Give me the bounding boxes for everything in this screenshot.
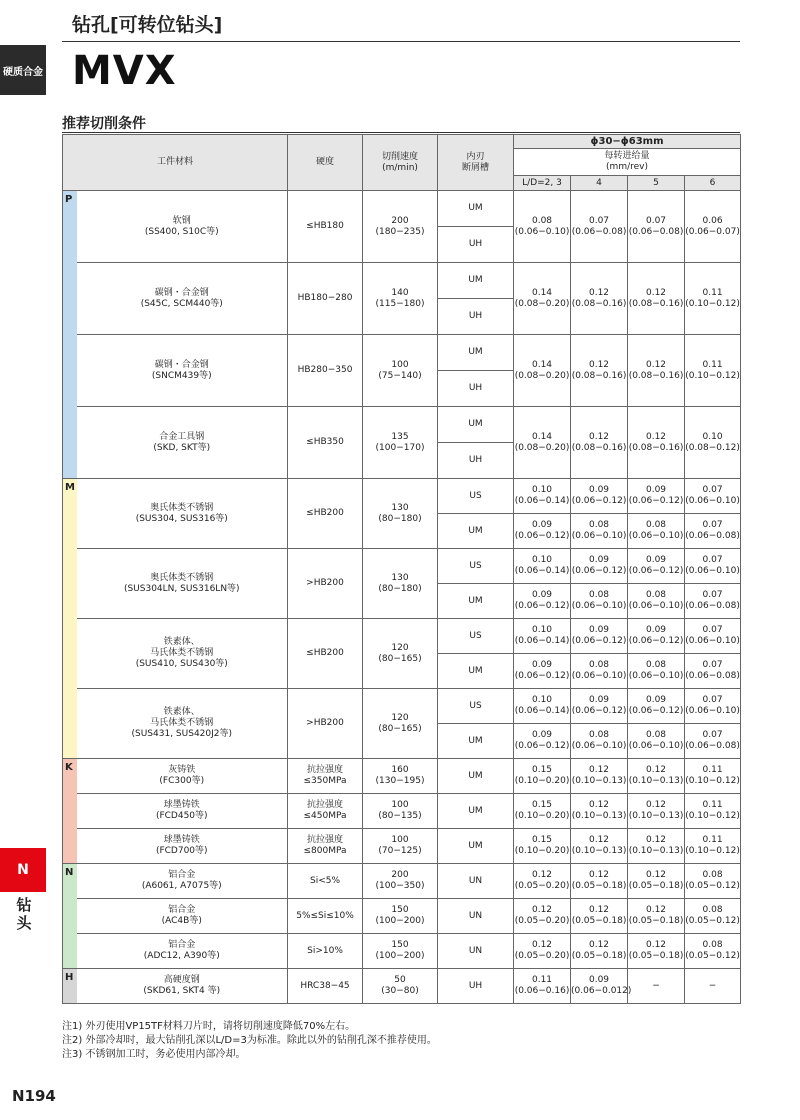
side-tab-carbide: 硬质合金 — [0, 45, 46, 95]
side-tab-n: N — [0, 848, 46, 892]
chip-breaker-cell: UH — [438, 969, 514, 1004]
chip-breaker-cell: UM — [438, 584, 514, 619]
chip-breaker-cell: UH — [438, 227, 514, 263]
feed-cell: 0.09 (0.06−0.12) — [628, 619, 685, 654]
cutting-speed-cell: 160 (130−195) — [363, 759, 438, 794]
material-cell: 奥氏体类不锈钢 (SUS304LN, SUS316LN等) — [77, 549, 288, 619]
feed-cell: 0.12 (0.05−0.18) — [571, 899, 628, 934]
material-cell: 碳钢・合金钢 (S45C, SCM440等) — [77, 263, 288, 335]
material-cell: 高硬度钢 (SKD61, SKT4 等) — [77, 969, 288, 1004]
cutting-speed-cell: 130 (80−180) — [363, 549, 438, 619]
cutting-speed-cell: 200 (180−235) — [363, 191, 438, 263]
feed-cell: 0.10 (0.06−0.14) — [514, 479, 571, 514]
chip-breaker-cell: UM — [438, 654, 514, 689]
feed-cell: 0.12 (0.10−0.13) — [628, 794, 685, 829]
hardness-cell: 抗拉强度 ≤350MPa — [288, 759, 363, 794]
feed-cell: 0.12 (0.05−0.20) — [514, 934, 571, 969]
feed-cell: 0.12 (0.05−0.20) — [514, 899, 571, 934]
table-row — [63, 899, 741, 934]
chip-breaker-cell: UM — [438, 794, 514, 829]
material-cell: 铁素体、 马氏体类不锈钢 (SUS410, SUS430等) — [77, 619, 288, 689]
feed-cell: 0.12 (0.08−0.16) — [571, 335, 628, 407]
hardness-cell: ≤HB200 — [288, 479, 363, 549]
feed-cell: 0.08 (0.06−0.10) — [571, 584, 628, 619]
chip-breaker-cell: UM — [438, 263, 514, 299]
feed-cell: 0.12 (0.05−0.18) — [571, 864, 628, 899]
cutting-speed-cell: 120 (80−165) — [363, 619, 438, 689]
feed-cell: 0.11 (0.10−0.12) — [685, 335, 741, 407]
feed-cell: 0.15 (0.10−0.20) — [514, 794, 571, 829]
feed-cell: 0.11 (0.10−0.12) — [685, 759, 741, 794]
cutting-speed-cell: 150 (100−200) — [363, 934, 438, 969]
feed-cell: − — [685, 969, 741, 1004]
cutting-speed-cell: 150 (100−200) — [363, 899, 438, 934]
feed-cell: 0.12 (0.10−0.13) — [628, 829, 685, 864]
feed-cell: 0.10 (0.08−0.12) — [685, 407, 741, 479]
feed-cell: 0.08 (0.06−0.10) — [571, 514, 628, 549]
header-cutting-speed: 切削速度 (m/min) — [363, 135, 438, 191]
material-group-letter: M — [63, 479, 77, 759]
hardness-cell: 抗拉强度 ≤450MPa — [288, 794, 363, 829]
header-divider — [62, 41, 740, 42]
feed-cell: 0.09 (0.06−0.12) — [514, 514, 571, 549]
chip-breaker-cell: UM — [438, 514, 514, 549]
feed-cell: 0.11 (0.10−0.12) — [685, 794, 741, 829]
feed-cell: 0.12 (0.05−0.18) — [628, 899, 685, 934]
chip-breaker-cell: UN — [438, 934, 514, 969]
feed-cell: 0.12 (0.05−0.20) — [514, 864, 571, 899]
feed-cell: 0.08 (0.06−0.10) — [514, 191, 571, 263]
hardness-cell: ≤HB350 — [288, 407, 363, 479]
feed-cell: 0.14 (0.08−0.20) — [514, 335, 571, 407]
feed-cell: − — [628, 969, 685, 1004]
chip-breaker-cell: UH — [438, 371, 514, 407]
page-number: N194 — [12, 1087, 56, 1105]
table-row — [63, 689, 741, 724]
hardness-cell: >HB200 — [288, 689, 363, 759]
feed-cell: 0.12 (0.10−0.13) — [571, 794, 628, 829]
feed-cell: 0.10 (0.06−0.14) — [514, 689, 571, 724]
chip-breaker-cell: US — [438, 479, 514, 514]
cutting-speed-cell: 120 (80−165) — [363, 689, 438, 759]
hardness-cell: HB280−350 — [288, 335, 363, 407]
feed-cell: 0.09 (0.06−0.12) — [571, 479, 628, 514]
chip-breaker-cell: US — [438, 549, 514, 584]
chip-breaker-cell: UM — [438, 407, 514, 443]
table-row — [63, 934, 741, 969]
feed-cell: 0.12 (0.05−0.18) — [571, 934, 628, 969]
table-row — [63, 191, 741, 227]
feed-cell: 0.09 (0.06−0.12) — [571, 689, 628, 724]
section-title: 推荐切削条件 — [62, 116, 146, 132]
feed-cell: 0.08 (0.06−0.10) — [628, 654, 685, 689]
material-cell: 合金工具钢 (SKD, SKT等) — [77, 407, 288, 479]
table-row — [63, 829, 741, 864]
hardness-cell: Si>10% — [288, 934, 363, 969]
feed-cell: 0.12 (0.10−0.13) — [571, 829, 628, 864]
hardness-cell: HB180−280 — [288, 263, 363, 335]
table-row — [63, 619, 741, 654]
feed-cell: 0.09 (0.06−0.12) — [571, 549, 628, 584]
cutting-speed-cell: 200 (100−350) — [363, 864, 438, 899]
table-row — [63, 549, 741, 584]
footnote-2: 注2) 外部冷却时，最大钻削孔深以L/D=3为标准。除此以外的钻削孔深不推荐使用。 — [62, 1035, 437, 1046]
feed-cell: 0.07 (0.06−0.08) — [571, 191, 628, 263]
header-ld-0: L/D=2, 3 — [514, 176, 571, 191]
footnotes — [62, 1020, 437, 1062]
footnote-3: 注3) 不锈钢加工时，务必使用内部冷却。 — [62, 1049, 246, 1060]
feed-cell: 0.07 (0.06−0.10) — [685, 689, 741, 724]
feed-cell: 0.14 (0.08−0.20) — [514, 407, 571, 479]
table-row — [63, 794, 741, 829]
feed-cell: 0.07 (0.06−0.10) — [685, 549, 741, 584]
material-cell: 球墨铸铁 (FCD700等) — [77, 829, 288, 864]
header-chip-breaker: 内刃 断屑槽 — [438, 135, 514, 191]
chip-breaker-cell: UN — [438, 899, 514, 934]
material-cell: 奥氏体类不锈钢 (SUS304, SUS316等) — [77, 479, 288, 549]
material-cell: 球墨铸铁 (FCD450等) — [77, 794, 288, 829]
feed-cell: 0.11 (0.10−0.12) — [685, 829, 741, 864]
chip-breaker-cell: UM — [438, 191, 514, 227]
table-row — [63, 969, 741, 1004]
feed-cell: 0.08 (0.05−0.12) — [685, 864, 741, 899]
feed-cell: 0.12 (0.05−0.18) — [628, 934, 685, 969]
feed-cell: 0.08 (0.05−0.12) — [685, 899, 741, 934]
feed-cell: 0.08 (0.06−0.10) — [571, 654, 628, 689]
cutting-speed-cell: 135 (100−170) — [363, 407, 438, 479]
feed-cell: 0.07 (0.06−0.08) — [685, 584, 741, 619]
cutting-speed-cell: 130 (80−180) — [363, 479, 438, 549]
feed-cell: 0.08 (0.06−0.10) — [571, 724, 628, 759]
hardness-cell: HRC38−45 — [288, 969, 363, 1004]
header-material: 工件材料 — [63, 135, 288, 191]
chip-breaker-cell: UM — [438, 724, 514, 759]
header-ld-1: 4 — [571, 176, 628, 191]
feed-cell: 0.09 (0.06−0.12) — [628, 689, 685, 724]
feed-cell: 0.15 (0.10−0.20) — [514, 759, 571, 794]
chip-breaker-cell: UM — [438, 829, 514, 864]
feed-cell: 0.07 (0.06−0.08) — [685, 514, 741, 549]
material-group-letter: P — [63, 191, 77, 479]
feed-cell: 0.09 (0.06−0.012) — [571, 969, 628, 1004]
feed-cell: 0.08 (0.05−0.12) — [685, 934, 741, 969]
header-title: 钻孔[可转位钻头] — [72, 14, 223, 36]
feed-cell: 0.08 (0.06−0.10) — [628, 584, 685, 619]
material-cell: 软钢 (SS400, S10C等) — [77, 191, 288, 263]
feed-cell: 0.08 (0.06−0.10) — [628, 514, 685, 549]
feed-cell: 0.09 (0.06−0.12) — [514, 654, 571, 689]
hardness-cell: ≤HB200 — [288, 619, 363, 689]
chip-breaker-cell: UM — [438, 759, 514, 794]
feed-cell: 0.09 (0.06−0.12) — [571, 619, 628, 654]
feed-cell: 0.12 (0.05−0.18) — [628, 864, 685, 899]
material-cell: 铝合金 (ADC12, A390等) — [77, 934, 288, 969]
model-name: MVX — [72, 48, 177, 94]
material-cell: 碳钢・合金钢 (SNCM439等) — [77, 335, 288, 407]
material-cell: 铝合金 (A6061, A7075等) — [77, 864, 288, 899]
chip-breaker-cell: US — [438, 689, 514, 724]
feed-cell: 0.07 (0.06−0.08) — [685, 724, 741, 759]
table-row — [63, 864, 741, 899]
feed-cell: 0.12 (0.10−0.13) — [628, 759, 685, 794]
material-group-letter: N — [63, 864, 77, 969]
feed-cell: 0.12 (0.08−0.16) — [628, 263, 685, 335]
feed-cell: 0.12 (0.08−0.16) — [628, 407, 685, 479]
feed-cell: 0.11 (0.10−0.12) — [685, 263, 741, 335]
hardness-cell: 抗拉强度 ≤800MPa — [288, 829, 363, 864]
header-diameter-range: ϕ30−ϕ63mm — [514, 135, 741, 149]
feed-cell: 0.07 (0.06−0.08) — [628, 191, 685, 263]
material-cell: 灰铸铁 (FC300等) — [77, 759, 288, 794]
feed-cell: 0.09 (0.06−0.12) — [514, 584, 571, 619]
feed-cell: 0.06 (0.06−0.07) — [685, 191, 741, 263]
feed-cell: 0.07 (0.06−0.08) — [685, 654, 741, 689]
table-row — [63, 479, 741, 514]
table-row — [63, 335, 741, 371]
hardness-cell: ≤HB180 — [288, 191, 363, 263]
chip-breaker-cell: UN — [438, 864, 514, 899]
feed-cell: 0.11 (0.06−0.16) — [514, 969, 571, 1004]
feed-cell: 0.07 (0.06−0.10) — [685, 619, 741, 654]
cutting-conditions-table — [62, 134, 741, 1004]
cutting-speed-cell: 100 (75−140) — [363, 335, 438, 407]
material-cell: 铝合金 (AC4B等) — [77, 899, 288, 934]
chip-breaker-cell: UH — [438, 299, 514, 335]
chip-breaker-cell: US — [438, 619, 514, 654]
cutting-speed-cell: 50 (30−80) — [363, 969, 438, 1004]
section-divider — [62, 132, 740, 133]
feed-cell: 0.12 (0.08−0.16) — [571, 263, 628, 335]
feed-cell: 0.15 (0.10−0.20) — [514, 829, 571, 864]
material-cell: 铁素体、 马氏体类不锈钢 (SUS431, SUS420J2等) — [77, 689, 288, 759]
feed-cell: 0.09 (0.06−0.12) — [514, 724, 571, 759]
cutting-speed-cell: 140 (115−180) — [363, 263, 438, 335]
table-row — [63, 759, 741, 794]
feed-cell: 0.10 (0.06−0.14) — [514, 549, 571, 584]
feed-cell: 0.12 (0.10−0.13) — [571, 759, 628, 794]
hardness-cell: >HB200 — [288, 549, 363, 619]
material-group-letter: K — [63, 759, 77, 864]
side-label-drill: 钻头 — [16, 896, 32, 932]
feed-cell: 0.12 (0.08−0.16) — [571, 407, 628, 479]
feed-cell: 0.14 (0.08−0.20) — [514, 263, 571, 335]
feed-cell: 0.08 (0.06−0.10) — [628, 724, 685, 759]
chip-breaker-cell: UM — [438, 335, 514, 371]
footnote-1: 注1) 外刃使用VP15TF材料刀片时，请将切削速度降低70%左右。 — [62, 1021, 356, 1032]
table-row — [63, 407, 741, 443]
feed-cell: 0.07 (0.06−0.10) — [685, 479, 741, 514]
material-group-letter: H — [63, 969, 77, 1004]
feed-cell: 0.12 (0.08−0.16) — [628, 335, 685, 407]
header-ld-2: 5 — [628, 176, 685, 191]
cutting-speed-cell: 100 (80−135) — [363, 794, 438, 829]
hardness-cell: 5%≤Si≤10% — [288, 899, 363, 934]
chip-breaker-cell: UH — [438, 443, 514, 479]
cutting-speed-cell: 100 (70−125) — [363, 829, 438, 864]
header-hardness: 硬度 — [288, 135, 363, 191]
table-row — [63, 263, 741, 299]
header-ld-3: 6 — [685, 176, 741, 191]
feed-cell: 0.09 (0.06−0.12) — [628, 549, 685, 584]
header-feed: 每转进给量 (mm/rev) — [514, 149, 741, 176]
feed-cell: 0.09 (0.06−0.12) — [628, 479, 685, 514]
feed-cell: 0.10 (0.06−0.14) — [514, 619, 571, 654]
hardness-cell: Si<5% — [288, 864, 363, 899]
